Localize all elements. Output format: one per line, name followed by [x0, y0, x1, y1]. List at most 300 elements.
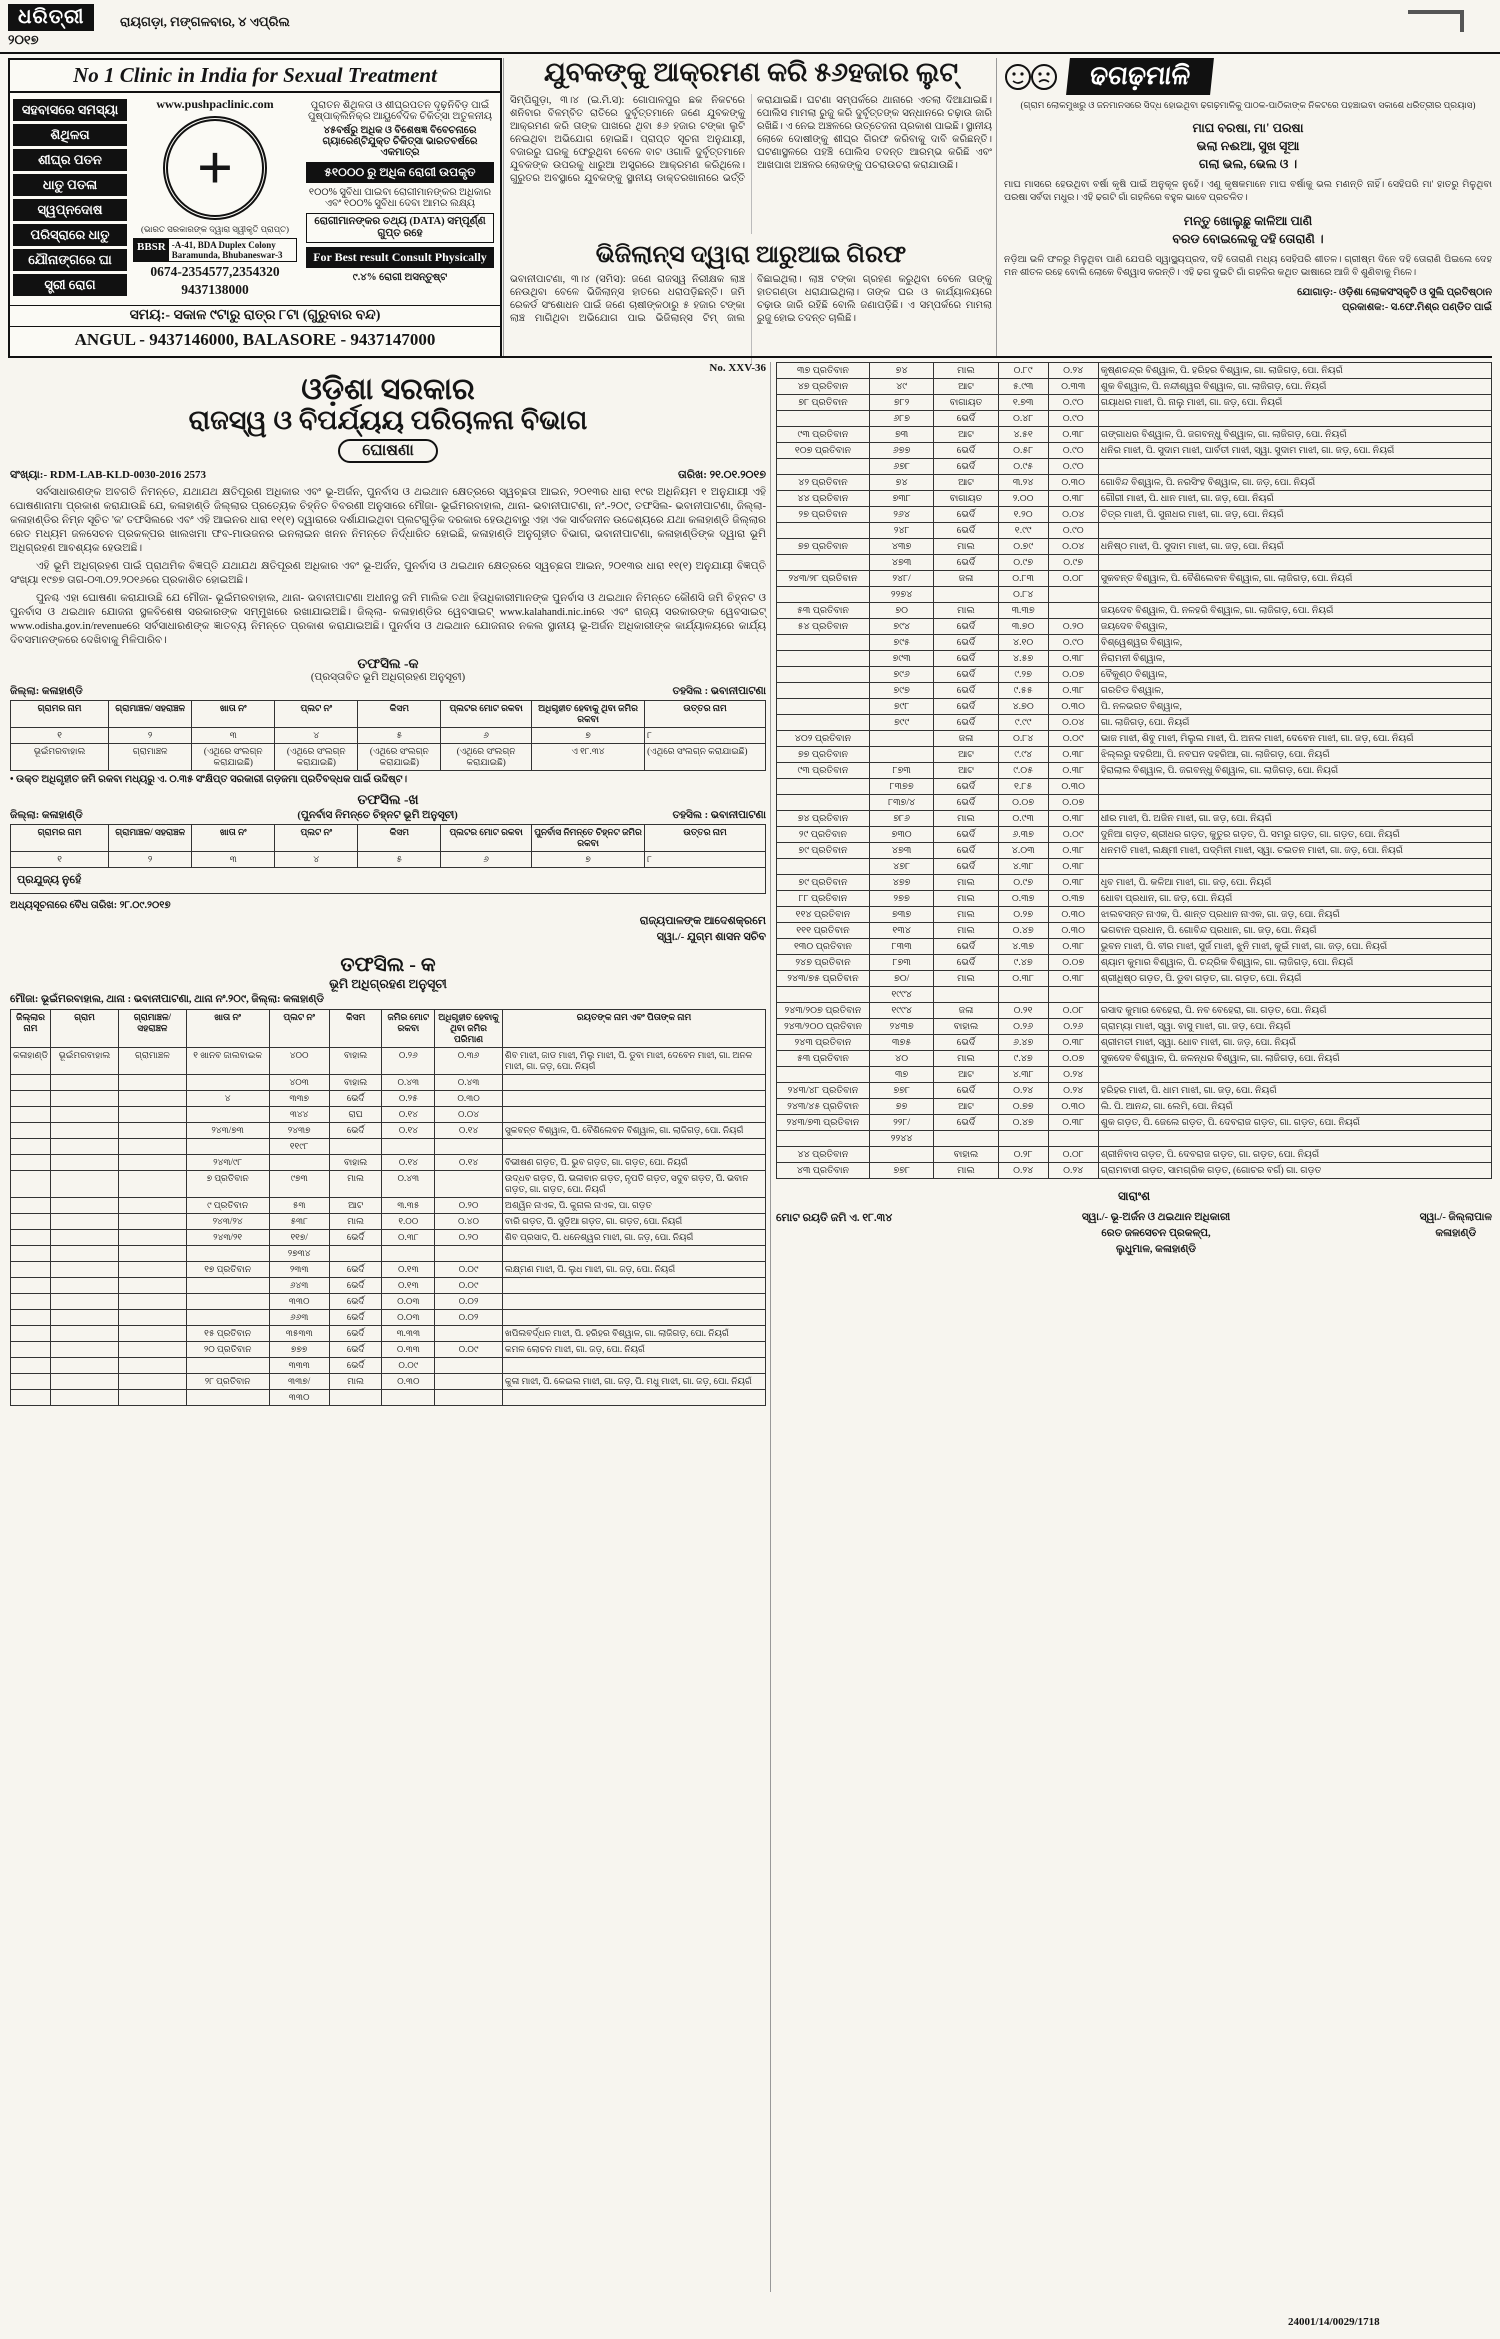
- table-cell: ୪୭୭: [869, 875, 933, 891]
- table-cell: ଆଟ: [934, 1099, 998, 1115]
- table-cell: ୦.୪୭: [998, 923, 1048, 939]
- table-cell: ୩୩୭: [269, 1090, 329, 1106]
- table-cell: ୬: [441, 851, 532, 867]
- table-cell: ୨୨୪୪: [869, 1131, 933, 1147]
- table-cell: ଆଟ: [934, 763, 998, 779]
- table-cell: ଭେର୍ଦି: [329, 1277, 382, 1293]
- table-cell: [1098, 587, 1491, 603]
- valid-date-line: ଅଧ୍ୟସୂଚନାରେ ବୈଧ ତାରିଖ: ୨୮.୦୯.୨୦୧୭: [10, 899, 171, 911]
- table-row: [11, 1106, 766, 1122]
- table-cell: ଗୟାଧର ମାଝୀ, ପି. ନାଲୁ ମାଝୀ, ଗା. ଜଡ଼, ପୋ. ନିୟଗଁ: [1098, 395, 1491, 411]
- table-cell: [186, 1357, 269, 1373]
- table-cell: ୫୩ ପ୍ରତିବାନ: [777, 603, 870, 619]
- table-row: [777, 827, 1492, 843]
- clinic-ad-title: No 1 Clinic in India for Sexual Treatment: [10, 60, 500, 93]
- table-header-cell: କିସମ: [358, 824, 441, 851]
- table-cell: [51, 1090, 119, 1106]
- table-cell: ୦.୮୪: [998, 731, 1048, 747]
- big-schedule-subheading: ଭୂମି ଅଧିଗ୍ରହଣ ଅନୁସୂଚୀ: [329, 976, 447, 991]
- table-cell: ୦.୨୭: [998, 907, 1048, 923]
- table-row: [11, 1373, 766, 1389]
- collector-signature: [1420, 1210, 1492, 1242]
- table-row: [777, 763, 1492, 779]
- table-cell: ୦.୦୯: [435, 1261, 503, 1277]
- table-cell: [1098, 411, 1491, 427]
- table-row: [11, 1261, 766, 1277]
- table-cell: ବାହାଲ: [329, 1074, 382, 1090]
- table-cell: ଜଳା: [934, 571, 998, 587]
- table-cell: [118, 1341, 186, 1357]
- table-cell: ୨୪୩/୨୪: [186, 1213, 269, 1229]
- schedule-a-subheading: (ପ୍ରସ୍ତାବିତ ଭୂମି ଅଧିଗ୍ରହଣ ଅନୁସୂଚୀ): [310, 671, 466, 683]
- table-cell: ୦.୪୦: [435, 1213, 503, 1229]
- table-cell: [502, 1074, 765, 1090]
- table-cell: [777, 795, 870, 811]
- table-cell: [502, 1277, 765, 1293]
- table-cell: ଭେର୍ଦି: [934, 1115, 998, 1131]
- table-row: [777, 1163, 1492, 1179]
- table-cell: ୦.୨୪: [1048, 1163, 1098, 1179]
- table-cell: ୯.୪୭: [998, 1051, 1048, 1067]
- table-cell: [51, 1245, 119, 1261]
- table-cell: ଉଦ୍ଧବ ଗଡ଼ତ, ପି. ଭଳାବାନ ଗଡ଼ତ, ନୃପତି ଗଡ଼ତ, ସଦୁବ ଗଡ଼ତ, ପି. ଭବାନ ଗଡ଼ତ, ଗା. ଗଡ଼ତ, ପୋ. ନିୟଗଁ: [502, 1170, 765, 1197]
- table-cell: ୪.୭୦: [998, 699, 1048, 715]
- table-cell: ଶିବ ପ୍ରସାଦ, ପି. ଧନେଶ୍ୱର ମାଝୀ, ଗା. ଜଡ଼, ପୋ. ନିୟଗଁ: [502, 1229, 765, 1245]
- table-cell: ଝିଲ୍ଲରୁ ଦହରିଆ, ପି. ନବଘନ ଦହରିଆ, ଗା. ଲାଜିଗଡ଼, ପୋ. ନିୟଗଁ: [1098, 747, 1491, 763]
- table-cell: ଆଟ: [329, 1197, 382, 1213]
- table-cell: ୪.୦୩: [998, 843, 1048, 859]
- table-cell: ଭେର୍ଦି: [934, 619, 998, 635]
- column-rule-2: [996, 58, 997, 358]
- masthead-year: ୨୦୧୭: [8, 32, 39, 47]
- table-cell: [51, 1122, 119, 1138]
- table-cell: ୦.୮୪: [998, 587, 1048, 603]
- table-header-cell: ପ୍ଲଟ ନଂ: [275, 824, 358, 851]
- table-cell: ୦.୭୯: [998, 539, 1048, 555]
- table-cell: ଗ୍ରାମବାସୀ ଗଡ଼ତ, ସାମଗ୍ରିକ ଗଡ଼ତ, (ଗୋଚର ବର୍ଗ) ଗା. ଗଡ଼ତ: [1098, 1163, 1491, 1179]
- schedule-b-heading: ତଫସିଲ -ଖ: [357, 791, 419, 807]
- lao-signature-line: ଲୁଧୁମାଳ, କଳାହାଣ୍ଡି: [1115, 1243, 1197, 1255]
- table-cell: [1098, 859, 1491, 875]
- feature-header: [1004, 58, 1492, 95]
- table-cell: ଶୁକ ବିଶ୍ୱାଳ, ପି. ନନ୍ଦୀଶ୍ୱର ବିଶ୍ୱାଳ, ଗା. ଲାଜିଗଡ଼, ପୋ. ନିୟଗଁ: [1098, 379, 1491, 395]
- table-cell: ୪୭୩: [869, 555, 933, 571]
- table-row: [777, 955, 1492, 971]
- table-cell: ୧.୯୯: [998, 523, 1048, 539]
- table-cell: ମାଲ: [934, 971, 998, 987]
- schedule-b-subheading: (ପୁନର୍ବାସ ନିମନ୍ତେ ଚିହ୍ନଟ ଭୂମି ଅନୁସୂଚୀ): [297, 809, 458, 821]
- table-cell: [11, 1245, 51, 1261]
- table-row: [777, 715, 1492, 731]
- table-cell: କୃଷ୍ଣଚନ୍ଦ୍ର ବିଶ୍ୱାଳ, ପି. ହରିହର ବିଶ୍ୱାଳ, ଗା. ଲାଜିଗଡ଼, ପୋ. ନିୟଗଁ: [1098, 363, 1491, 379]
- table-cell: ୬୭୮: [869, 459, 933, 475]
- clinic-symptom-chip: ପରିସ୍ରାରେ ଧାତୁ: [13, 224, 127, 246]
- table-cell: ମାଲ: [329, 1373, 382, 1389]
- table-cell: ୦.୩୮: [1048, 491, 1098, 507]
- table-cell: ଭେର୍ଦି: [934, 939, 998, 955]
- table-cell: ଗରତିଡ ବିଶ୍ୱାଳ,: [1098, 683, 1491, 699]
- table-cell: ବିଶ୍ୱେଶ୍ୱର ବିଶ୍ୱାଳ,: [1098, 635, 1491, 651]
- table-cell: ମାଲ: [934, 811, 998, 827]
- table-cell: ୭୯୮: [869, 699, 933, 715]
- table-row: [777, 539, 1492, 555]
- table-cell: ୦.୨୦: [435, 1197, 503, 1213]
- feature-para-1: ମାଘ ମାସରେ ହେଉଥିବା ବର୍ଷା କୃଷି ପାଇଁ ଅନୁକୂଳ ନୁହେଁ। ଏଣୁ କୃଷକମାନେ ମାଘ ବର୍ଷାକୁ ଭଲ ମଣନ୍ତି ନାହିଁ। ସେହିପରି ମା' ହାତରୁ ମିଳୁଥିବା ପରଷା ସର୍ବଦା ମଧୁର। ଏହି ଢଗଟି ଗାଁ ଗହଳିରେ ବହୁଳ ଭାବେ ପ୍ରଚଳିତ।: [1004, 180, 1492, 203]
- table-cell: ୭୭୭: [269, 1341, 329, 1357]
- table-row: [777, 875, 1492, 891]
- table-cell: [777, 635, 870, 651]
- table-row: [11, 1090, 766, 1106]
- table-row: [777, 747, 1492, 763]
- table-cell: [51, 1277, 119, 1293]
- table-cell: ୦.୩୮: [1048, 747, 1098, 763]
- column-rule-1: [503, 58, 504, 358]
- table-cell: ୭୯୯: [869, 715, 933, 731]
- table-cell: ୦.୩୮: [1048, 939, 1098, 955]
- table-cell: ୪.୩୮: [998, 1067, 1048, 1083]
- table-cell: ୦.୯୩: [998, 811, 1048, 827]
- table-cell: ୨୪୩/୪୮ ପ୍ରତିବାନ: [777, 1083, 870, 1099]
- table-cell: ୦.୪୮: [998, 411, 1048, 427]
- table-cell: ୦.୦୯: [435, 1277, 503, 1293]
- table-cell: ୯୩ ପ୍ରତିବାନ: [777, 427, 870, 443]
- table-cell: ବାହାଲ: [329, 1154, 382, 1170]
- table-cell: ୨: [109, 727, 192, 743]
- table-cell: ପି. ନଳଭରତ ବିଶ୍ୱାଳ,: [1098, 699, 1491, 715]
- table-cell: ମାଲ: [934, 923, 998, 939]
- table-cell: ୦.୨୦: [1048, 619, 1098, 635]
- table-cell: ୦.୦୪: [435, 1106, 503, 1122]
- table-cell: ୯୭୩: [269, 1170, 329, 1197]
- schedule-a-header-row: [11, 700, 766, 727]
- table-cell: ୪୭୩: [869, 843, 933, 859]
- verse-line: ମାଘ ବରଷା, ମା' ପରଷା: [1192, 120, 1304, 135]
- table-cell: ୨୪୩୭: [869, 1019, 933, 1035]
- table-cell: ୦.୩୮: [382, 1229, 435, 1245]
- table-cell: ସୁକବନ୍ତ ବିଶ୍ୱାଳ, ପି. ବୈଶିଲେବନ ବିଶ୍ୱାଳ, ଗା. ଲାଜିଗଡ଼, ପୋ. ନିୟଗଁ: [1098, 571, 1491, 587]
- table-cell: ଅଶ୍ୱିନ ନାଏକ, ପି. କୁନାଲ ନାଏକ, ପା. ଗଡ଼ତ: [502, 1197, 765, 1213]
- table-cell: ଭେର୍ଦି: [934, 555, 998, 571]
- table-cell: ୪.୧୦: [998, 635, 1048, 651]
- table-cell: [1098, 795, 1491, 811]
- table-row: [11, 1122, 766, 1138]
- table-cell: ଭେର୍ଦି: [934, 795, 998, 811]
- table-cell: ୨୪୩/୯୮: [186, 1154, 269, 1170]
- notice-ref: No. XXV-36: [709, 362, 766, 374]
- table-cell: [777, 1067, 870, 1083]
- table-cell: [1098, 1131, 1491, 1147]
- clinic-symptom-chip: ଶୀଘ୍ର ପତନ: [13, 149, 127, 171]
- schedule-a-district: ଜିଲ୍ଲା: କଳାହାଣ୍ଡି: [10, 685, 83, 697]
- table-cell: ୫: [358, 727, 441, 743]
- feature-column: [1004, 58, 1492, 315]
- table-header-cell: ଅଧିଗୃହୀତ ହେବାକୁ ଥିବା ଜମିର ରକବା: [531, 700, 644, 727]
- table-cell: ୦.୮୯: [998, 363, 1048, 379]
- table-cell: ଲି. ପି. ଆନନ୍ଦ, ଗା. ଲେମି, ପୋ. ନିୟଗଁ: [1098, 1099, 1491, 1115]
- table-cell: ଆଟ: [934, 747, 998, 763]
- table-cell: ୨୯ ପ୍ରତିବାନ: [777, 827, 870, 843]
- table-cell: ୮: [645, 727, 766, 743]
- table-cell: କୁଳା ମାଝୀ, ପି. କେଇଲ ମାଝୀ, ଗା. ଜଡ଼, ପି. ମଧୁ ମାଝୀ, ଗା. ଜଡ଼, ପୋ. ନିୟଗଁ: [502, 1373, 765, 1389]
- table-cell: ୬୮୭: [869, 411, 933, 427]
- table-cell: [998, 1131, 1048, 1147]
- table-row: [777, 1019, 1492, 1035]
- table-cell: [934, 1131, 998, 1147]
- schedule-a-note-text: ଉକ୍ତ ଅଧିଗୃହୀତ ଜମି ରକବା ମଧ୍ୟରୁ ଏ. ୦.୩୫ ସଂକ୍ଷିପ୍ତ ସରକାରୀ ଗଡ଼ଜମା ପ୍ରତିବଦ୍ଧକ ପାଇଁ ଉଦ୍ଦିଷ୍ଟ।: [16, 773, 408, 785]
- table-row: [777, 1067, 1492, 1083]
- table-cell: ୧ ଖାନବ ଜାଲବାଇକ: [186, 1047, 269, 1074]
- big-schedule-heading: ତଫସିଲ - କ: [340, 953, 436, 976]
- schedule-b-table: [10, 824, 766, 894]
- table-cell: [777, 667, 870, 683]
- table-row: [777, 667, 1492, 683]
- table-cell: ୩୫୩୩: [269, 1325, 329, 1341]
- table-cell: ୪୦୦: [269, 1047, 329, 1074]
- table-cell: ୦.୦୨: [435, 1293, 503, 1309]
- table-cell: ୭୯୫: [869, 635, 933, 651]
- table-row: [777, 699, 1492, 715]
- table-cell: [1098, 1067, 1491, 1083]
- table-cell: ସୁକବନ୍ତ ବିଶ୍ୱାଳ, ପି. ବୈଶିଲେବନ ବିଶ୍ୱାଳ, ଗା. ଲାଜିଗଡ଼, ପୋ. ନିୟଗଁ: [502, 1122, 765, 1138]
- by-order-line: ରାଜ୍ୟପାଳଙ୍କ ଆଦେଶକ୍ରମେ: [639, 914, 766, 927]
- notice-number: ସଂଖ୍ୟା:- RDM-LAB-KLD-0030-2016 2573: [10, 469, 207, 482]
- table-row: [777, 427, 1492, 443]
- table-cell: [118, 1357, 186, 1373]
- table-row: [11, 1309, 766, 1325]
- table-cell: [435, 1389, 503, 1405]
- table-cell: [777, 683, 870, 699]
- table-cell: ମାଲ: [934, 1163, 998, 1179]
- table-cell: [777, 859, 870, 875]
- table-cell: ଧୃବ ମାଝୀ, ପି. କଳିଆ ମାଝୀ, ଗା. ଜଡ଼, ପୋ. ନିୟଗଁ: [1098, 875, 1491, 891]
- clinic-ad-center: [130, 93, 300, 305]
- table-cell: (ଏଥିରେ ସଂଲଗ୍ନ କରାଯାଇଛି): [358, 743, 441, 770]
- table-cell: ଭେର୍ଦି: [934, 523, 998, 539]
- table-cell: ହରିହର ମାଝୀ, ପି. ଧାମ ମାଝୀ, ଗା. ଜଡ଼, ପୋ. ନିୟଗଁ: [1098, 1083, 1491, 1099]
- table-cell: ୭୩୮: [869, 491, 933, 507]
- table-cell: ୦.୩୮: [1048, 843, 1098, 859]
- table-cell: [382, 1245, 435, 1261]
- table-cell: ୨୩୩: [269, 1261, 329, 1277]
- table-cell: ନିରାମନୀ ବିଶ୍ୱାଳ,: [1098, 651, 1491, 667]
- table-cell: ୮୭୩: [869, 763, 933, 779]
- table-cell: ଶ୍ରୀମତୀ ମାଝୀ, ସ୍ୱା. ଧୋବ ମାଝୀ, ଗା. ଜଡ଼, ପୋ. ନିୟଗଁ: [1098, 1035, 1491, 1051]
- table-cell: ଭେର୍ଦି: [329, 1309, 382, 1325]
- table-cell: [186, 1245, 269, 1261]
- table-cell: ଭେର୍ଦି: [934, 1083, 998, 1099]
- table-cell: ୪: [186, 1090, 269, 1106]
- table-cell: ଗ୍ରାମାଞ୍ଚଳ: [109, 743, 192, 770]
- table-cell: [777, 699, 870, 715]
- table-cell: ୨୭୩୪: [269, 1245, 329, 1261]
- notice-government-title: ଓଡ଼ିଶା ସରକାର: [301, 373, 475, 406]
- table-cell: ବିଭୀଷଣ ଗଡ଼ତ, ପି. ଭୁବ ଗଡ଼ତ, ଗା. ଗଡ଼ତ, ପୋ. ନିୟଗଁ: [502, 1154, 765, 1170]
- table-cell: ଭେର୍ଦି: [934, 507, 998, 523]
- table-row: [11, 1229, 766, 1245]
- table-row: [777, 939, 1492, 955]
- table-cell: ୭: [531, 851, 644, 867]
- table-cell: କଳାହାଣ୍ଡି: [11, 1047, 51, 1074]
- table-cell: ୦.୦୩: [382, 1293, 435, 1309]
- table-cell: ଗ୍ରାମାଞ୍ଚଳ: [118, 1047, 186, 1074]
- table-header-cell: ପୁନର୍ବାସ ନିମନ୍ତେ ଚିହ୍ନଟ ଜମିର ରକବା: [531, 824, 644, 851]
- table-cell: ୦.୨୪: [1048, 363, 1098, 379]
- notice-para-1: ସର୍ବସାଧାରଣଙ୍କ ଅବଗତି ନିମନ୍ତେ, ଯଥାଯଥ କ୍ଷତିପୂରଣ ଅଧିକାର ଏବଂ ଭୂ-ଅର୍ଜନ, ପୁନର୍ବାସ ଓ ଥଇଥାନ କ୍ଷେତ୍ରରେ ସ୍ୱଚ୍ଛତା ଆଇନ, ୨୦୧୩ର ଧାରା ୧୯ର ଅଧିନିୟମ ୧ ଅନୁଯାୟୀ ଏହି ଘୋଷଣାନାମା ପ୍ରକାଶ କରାଯାଉଛି ଯେ, କଳାହାଣ୍ଡି ଜିଲ୍ଲାର ପ୍ରତ୍ୟେକ ଚିହ୍ନିତ ବିବରଣୀ ଅନୁସାରେ ମୌଜା- ଭୂଇଁମରବାହାଲ, ଥାନା- ଭବାନୀପାଟଣା, ନଂ.-୨୦୯, ତଫସିଲ- ଭବାନୀପାଟଣା, ଜିଲ୍ଲା- କଳାହାଣ୍ଡିର ନିମ୍ନ ସୂଚିତ 'କ' ତଫସିଲରେ ଏବଂ ଏହି ଆଇନର ଧାରା ୧୧(୧) ଦ୍ୱାରାରେ ଦର୍ଶାଯାଇଥିବା ପ୍ଲଟଗୁଡ଼ିକ ଦରକାର ହେଉଥିବାରୁ ଏହା ଏକ ସାର୍ବଜନୀନ ଉଦ୍ଦେଶ୍ୟରେ ଯଥା କଳାହାଣ୍ଡି ଜିଲ୍ଲାର ରେତ ମଧ୍ୟମ ଜଳସେଚନ ପ୍ରକଳ୍ପର ଖାଲଖମା ଫବ-ମାଉଜନର ଇନଲାଇନ ଖନନ ନିମନ୍ତେ ନିର୍ଦ୍ଧାରିତ ହୋଇଛି, କଳାହାଣ୍ଡି ଅନୁଗୃହୀତ ବିଭାଗ, ଭବାନୀପାଟଣା, କଳାହାଣ୍ଡିଙ୍କ ଦ୍ୱାରା ଭୂମି ଅଧିଗ୍ରହଣ ଆବଶ୍ୟକ ହେଉଅଛି।: [10, 487, 766, 554]
- table-cell: [1048, 603, 1098, 619]
- table-row: [777, 603, 1492, 619]
- table-cell: ୪: [275, 727, 358, 743]
- table-cell: ୨.୦୦: [998, 491, 1048, 507]
- table-cell: ମାଲ: [934, 1051, 998, 1067]
- verse-line: ଭଲା ନଈଆ, ସୁଖ ସୂଆ: [1196, 138, 1300, 153]
- table-row: [777, 779, 1492, 795]
- table-cell: ୪୪ ପ୍ରତିବାନ: [777, 491, 870, 507]
- land-acquisition-table-left: [10, 1009, 766, 1406]
- table-cell: କମଳ ଲୋଚନ ମାଝୀ, ଗା. ଜଡ଼, ପୋ. ନିୟଗଁ: [502, 1341, 765, 1357]
- table-cell: ଗୌରୀ ମାଝୀ, ପି. ଧାନ ମାଝୀ, ଗା. ଜଡ଼, ପୋ. ନିୟଗଁ: [1098, 491, 1491, 507]
- big-schedule-mouza-line: ମୌଜା: ଭୂଇଁମରବାହାଲ, ଥାନା : ଭବାନୀପାଟଣା, ଥାନା ନଂ.୨୦୯, ଜିଲ୍ଲା: କଳାହାଣ୍ଡି: [10, 993, 325, 1005]
- table-row: [777, 1051, 1492, 1067]
- table-cell: [51, 1213, 119, 1229]
- table-cell: [435, 1357, 503, 1373]
- table-row: [777, 1099, 1492, 1115]
- article-2-headline: ଭିଜିଲାନ୍ସ ଦ୍ୱାରା ଆରୁଆଇ ଗିରଫ: [595, 241, 907, 268]
- clinic-symptom-chip: ସ୍ତ୍ରୀ ରୋଗ: [13, 274, 127, 296]
- table-cell: ଭେର୍ଦି: [934, 699, 998, 715]
- table-cell: ମାଲ: [934, 891, 998, 907]
- table-cell: ଜଳା: [934, 731, 998, 747]
- table-cell: ୦.୩୮: [998, 971, 1048, 987]
- table-cell: ୦.୨୫: [382, 1090, 435, 1106]
- table-row: [777, 555, 1492, 571]
- feature-title: ଢଗଢ଼ମାଳି: [1066, 58, 1214, 95]
- table-cell: [186, 1277, 269, 1293]
- table-header-cell: ପ୍ଲଟର ମୋଟ ରକବା: [441, 824, 532, 851]
- clinic-timing: ସମୟ:- ସକାଳ ୯ଟାରୁ ରାତ୍ର ୮ଟା (ଗୁରୁବାର ବନ୍ଦ): [10, 305, 500, 326]
- table-header-cell: ଗ୍ରାମର ନାମ: [11, 824, 109, 851]
- table-cell: ୦.୧୪: [382, 1154, 435, 1170]
- table-cell: ୪୦: [869, 1051, 933, 1067]
- table-cell: [11, 1341, 51, 1357]
- table-cell: [1048, 587, 1098, 603]
- table-cell: ସୁକଦେବ ବିଶ୍ୱାଳ, ପି. ଜଳନ୍ଧର ବିଶ୍ୱାଳ, ଗା. ଲାଜିଗଡ଼, ପୋ. ନିୟଗଁ: [1098, 1051, 1491, 1067]
- table-cell: ୨୮ ପ୍ରତିବାନ: [186, 1373, 269, 1389]
- table-cell: ୦.୦୪: [1048, 715, 1098, 731]
- table-cell: ୬୬୩: [269, 1309, 329, 1325]
- table-cell: [934, 987, 998, 1003]
- table-cell: ୫୩: [269, 1197, 329, 1213]
- clinic-ad-right: [300, 93, 500, 305]
- table-cell: ଭେର୍ଦି: [934, 459, 998, 475]
- table-cell: ୨୪୮: [869, 523, 933, 539]
- table-cell: [51, 1197, 119, 1213]
- table-cell: ୦.୩୮: [1048, 811, 1098, 827]
- table-cell: ଭେର୍ଦି: [934, 443, 998, 459]
- table-cell: ଭୂଇଁମରବାହାଲ: [51, 1047, 119, 1074]
- table-cell: ୨୪୩/୨୦୦ ପ୍ରତିବାନ: [777, 1019, 870, 1035]
- table-cell: ୦.୦୭: [1048, 1051, 1098, 1067]
- table-cell: ୦.୪୩: [382, 1170, 435, 1197]
- table-cell: ୧୯୯୪: [869, 1003, 933, 1019]
- table-cell: [1098, 459, 1491, 475]
- table-cell: ୦.୦୮: [1048, 1147, 1098, 1163]
- table-cell: [502, 1106, 765, 1122]
- table-cell: ୪.୫୭: [998, 651, 1048, 667]
- table-cell: [51, 1106, 119, 1122]
- table-cell: ୦.୯୭: [998, 555, 1048, 571]
- table-cell: ୦.୦୯: [382, 1357, 435, 1373]
- table-cell: ୪୩ ପ୍ରତିବାନ: [777, 1163, 870, 1179]
- masthead: [0, 0, 1500, 54]
- table-cell: [11, 1389, 51, 1405]
- table-cell: ଭେର୍ଦି: [934, 411, 998, 427]
- table-cell: ଭେର୍ଦି: [329, 1341, 382, 1357]
- table-cell: [118, 1106, 186, 1122]
- table-cell: ବାଗାୟତ: [934, 395, 998, 411]
- table-cell: ୧୩୦ ପ୍ରତିବାନ: [777, 939, 870, 955]
- table-cell: ଭେର୍ଦି: [934, 843, 998, 859]
- table-cell: [11, 1074, 51, 1090]
- table-cell: [118, 1229, 186, 1245]
- table-cell: ୭୭ ପ୍ରତିବାନ: [777, 747, 870, 763]
- table-cell: ୭୭୮: [869, 1163, 933, 1179]
- table-cell: ବୈକୁଣ୍ଠ ବିଶ୍ୱାଳ,: [1098, 667, 1491, 683]
- table-row: [11, 1213, 766, 1229]
- land-table-right-wrap: [776, 362, 1492, 1257]
- table-cell: ୨୭୭: [869, 891, 933, 907]
- table-cell: ୨୪୮/: [869, 571, 933, 587]
- table-cell: [869, 731, 933, 747]
- table-cell: ୭୯୭: [869, 683, 933, 699]
- table-cell: [186, 1309, 269, 1325]
- table-cell: ୭୮ ପ୍ରତିବାନ: [777, 395, 870, 411]
- table-cell: ଗ୍ରାମ୍ୟା ମାଝୀ, ସ୍ୱା. ବାସୁ ମାଝୀ, ଗା. ଜଡ଼, ପୋ. ନିୟଗଁ: [1098, 1019, 1491, 1035]
- table-cell: ୦.୨୬: [998, 1019, 1048, 1035]
- table-cell: ୭ ପ୍ରତିବାନ: [186, 1170, 269, 1197]
- table-cell: ୧.୮୫: [998, 779, 1048, 795]
- article-2-body: ଭବାନୀପାଟଣା, ୩।୪ (ସମିସ): ଜଣେ ରାଜସ୍ୱ ନିରୀକ୍ଷକ ଲାଞ୍ଚ ନେଉଥିବା ବେଳେ ଭିଜିଲାନ୍ସ ହାତରେ ଧରାପଡ଼ିଛନ୍ତି। ଜମି ରେକର୍ଡ ସଂଶୋଧନ ପାଇଁ ଜଣେ ଚାଷୀଙ୍କଠାରୁ ୫ ହଜାର ଟଙ୍କା ଲାଞ୍ଚ ମାଗିଥିବା ଅଭିଯୋଗ ପାଇ ଭିଜିଲାନ୍ସ ଟିମ୍ ଜାଲ ବିଛାଇଥିଲା। ଲାଞ୍ଚ ଟଙ୍କା ଗ୍ରହଣ କରୁଥିବା ବେଳେ ତାଙ୍କୁ ହାତଗଣ୍ଡା ଧରାଯାଇଥିଲା। ତାଙ୍କ ଘର ଓ କାର୍ଯ୍ୟାଳୟରେ ଚଢ଼ାଉ ଜାରି ରହିଛି ବୋଲି ଜଣାପଡ଼ିଛି। ଏ ସମ୍ପର୍କରେ ମାମଲା ରୁଜୁ ହୋଇ ତଦନ୍ତ ଚାଲିଛି।: [510, 274, 992, 325]
- table-cell: [51, 1074, 119, 1090]
- table-cell: ଭେର୍ଦି: [329, 1090, 382, 1106]
- table-row: [11, 1170, 766, 1197]
- table-cell: ଭଗବାନ ପ୍ରଧାନ, ପି. ଗୋବିନ୍ଦ ପ୍ରଧାନ, ଗା. ଜଡ଼, ପୋ. ନିୟଗଁ: [1098, 923, 1491, 939]
- table-cell: ୭୮୬: [869, 811, 933, 827]
- table-cell: [51, 1357, 119, 1373]
- clinic-chip-patients: ୫୧୦୦୦ ରୁ ଅଧିକ ରୋଗୀ ଉପକୃତ: [306, 162, 494, 183]
- table-cell: ୬: [441, 727, 532, 743]
- table-cell: ଜୟଦେବ ବିଶ୍ୱାଳ,: [1098, 619, 1491, 635]
- table-cell: ମାଲ: [329, 1170, 382, 1197]
- table-header-cell: ଉତ୍ତର ନାମ: [645, 824, 766, 851]
- clinic-symptom-chip: ସ୍ୱପ୍ନଦୋଷ: [13, 199, 127, 221]
- table-cell: [51, 1154, 119, 1170]
- table-cell: ୦.୨୧: [998, 1003, 1048, 1019]
- table-header-cell: ଗ୍ରାମାଞ୍ଚଳ/ ସହରାଞ୍ଚଳ: [109, 824, 192, 851]
- table-cell: ୩.୨୪: [998, 475, 1048, 491]
- table-cell: ୭୪: [869, 363, 933, 379]
- table-cell: ୦.୯୦: [1048, 523, 1098, 539]
- table-cell: ୪୦୨ ପ୍ରତିବାନ: [777, 731, 870, 747]
- table-cell: ଆଟ: [934, 427, 998, 443]
- table-cell: [11, 1373, 51, 1389]
- table-cell: ୦.୦୩: [382, 1309, 435, 1325]
- table-cell: [118, 1277, 186, 1293]
- table-cell: ଭେର୍ଦି: [329, 1122, 382, 1138]
- table-cell: ଧନିଷ୍ଠ ମାଝୀ, ପି. ସୁଦାମ ମାଝୀ, ଗା. ଜଡ଼, ପୋ. ନିୟଗଁ: [1098, 539, 1491, 555]
- clinic-line-4: ୯.୪% ରୋଗୀ ଅସନ୍ତୁଷ୍ଟ: [352, 272, 448, 283]
- table-cell: ଲକ୍ଷ୍ମଣ ମାଝୀ, ପି. ଲୁଧ ମାଝୀ, ଗା. ଜଡ଼, ପୋ. ନିୟଗଁ: [502, 1261, 765, 1277]
- table-cell: ହିରାଲାଲ ବିଶ୍ୱାଳ, ପି. ଜଗବନ୍ଧୁ ବିଶ୍ୱାଳ, ଗା. ଲାଜିଗଡ଼, ପୋ. ନିୟଗଁ: [1098, 763, 1491, 779]
